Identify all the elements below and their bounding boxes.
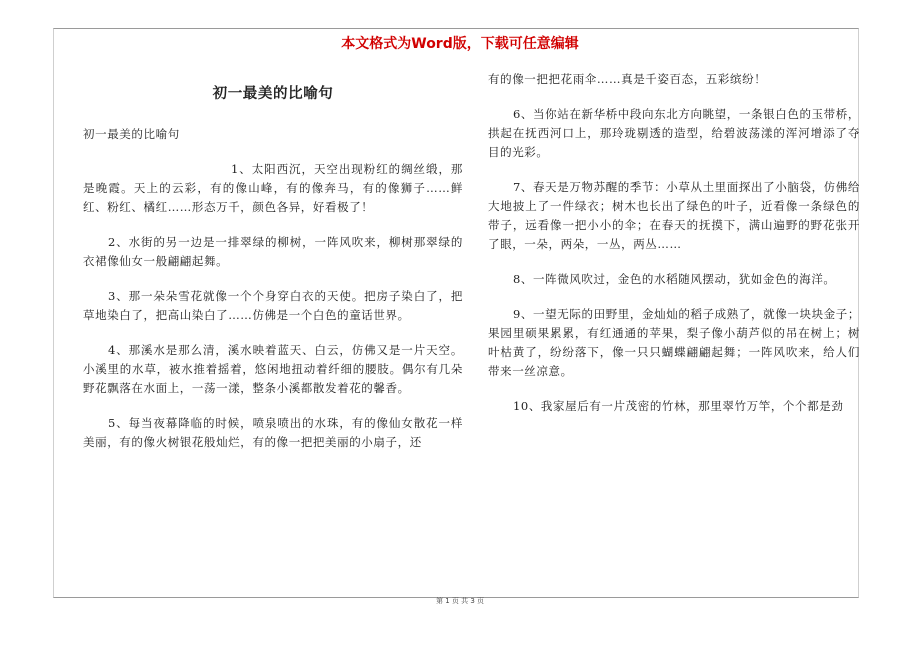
paragraph-9: 9、一望无际的田野里，金灿灿的稻子成熟了，就像一块块金子；果园里硕果累累，有红通通的苹果，梨子像小葫芦似的吊在树上；树叶枯黄了，纷纷落下，像一只只蝴蝶翩翩起舞；一阵风吹来，给人们带来一丝凉意。	[488, 307, 860, 378]
document-title: 初一最美的比喻句	[212, 86, 334, 102]
document-subtitle: 初一最美的比喻句	[83, 127, 180, 141]
left-column	[83, 80, 463, 468]
paragraph-1: 1、太阳西沉，天空出现粉红的绸丝缎，那是晚霞。天上的云彩，有的像山峰，有的像奔马，有的像狮子……鲜红、粉红、橘红……形态万千，颜色各异，好看极了！	[83, 162, 463, 214]
format-banner: 本文格式为Word版，下载可任意编辑	[341, 36, 579, 52]
paragraph-7: 7、春天是万物苏醒的季节：小草从土里面探出了小脑袋，仿佛给大地披上了一件绿衣；树木也长出了绿色的叶子，近看像一条绿色的带子，远看像一把小小的伞；在春天的抚摸下，满山遍野的野花张开了眼，一朵，两朵，一丛，两丛……	[488, 180, 860, 251]
paragraph-8: 8、一阵微风吹过，金色的水稻随风摆动，犹如金色的海洋。	[513, 272, 836, 286]
paragraph-6: 6、当你站在新华桥中段向东北方向眺望，一条银白色的玉带桥，拱起在抚西河口上，那玲珑剔透的造型，给碧波荡漾的浑河增添了夺目的光彩。	[488, 107, 860, 159]
paragraph-5-continued: 有的像一把把花雨伞……真是千姿百态，五彩缤纷！	[488, 72, 767, 86]
paragraph-5: 5、每当夜幕降临的时候，喷泉喷出的水珠，有的像仙女散花一样美丽，有的像火树银花般灿烂，有的像一把把美丽的小扇子，还	[83, 416, 463, 449]
paragraph-2: 2、水街的另一边是一排翠绿的柳树，一阵风吹来，柳树那翠绿的衣裙像仙女一般翩翩起舞。	[83, 235, 463, 268]
paragraph-4: 4、那溪水是那么清，溪水映着蓝天、白云，仿佛又是一片天空。小溪里的水草，被水推着摇着，悠闲地扭动着纤细的腰肢。偶尔有几朵野花飘落在水面上，一荡一漾，整条小溪都散发着花的馨香。	[83, 343, 463, 395]
paragraph-10: 10、我家屋后有一片茂密的竹林，那里翠竹万竿，个个都是劲	[513, 399, 844, 413]
right-column	[488, 70, 860, 432]
page-number: 第 1 页 共 3 页	[435, 597, 485, 605]
paragraph-3: 3、那一朵朵雪花就像一个个身穿白衣的天使。把房子染白了，把草地染白了，把高山染白了……仿佛是一个白色的童话世界。	[83, 289, 463, 322]
